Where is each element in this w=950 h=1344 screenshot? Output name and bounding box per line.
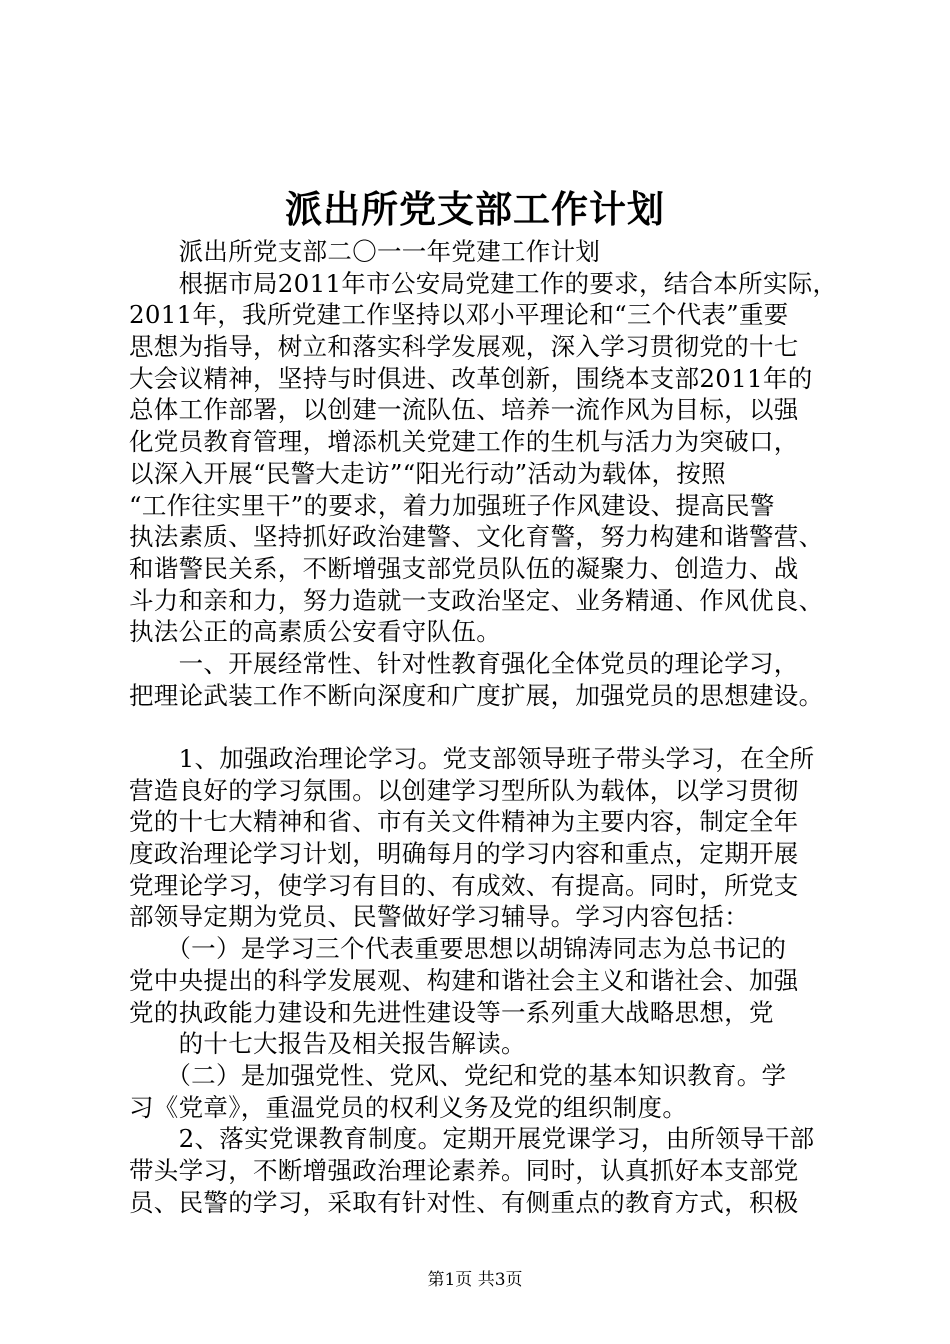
body-line: 派出所党支部二〇一一年党建工作计划 — [129, 237, 601, 266]
document-body — [129, 236, 849, 1218]
body-line: 2、落实党课教育制度。定期开展党课学习，由所领导干部 — [129, 1124, 815, 1154]
body-line: 党的执政能力建设和先进性建设等一系列重大战略思想，党 — [129, 997, 774, 1027]
body-line: 执法素质、坚持抓好政治建警、文化育警，努力构建和谐警营、 — [129, 522, 824, 552]
body-line: 把理论武装工作不断向深度和广度扩展，加强党员的思想建设。 — [129, 680, 824, 710]
body-line: 根据市局2011年市公安局党建工作的要求，结合本所实际， — [129, 268, 838, 298]
body-line: 化党员教育管理，增添机关党建工作的生机与活力为突破口， — [129, 427, 799, 457]
page-footer: 第1页 共3页 — [427, 1270, 523, 1290]
body-line: 大会议精神，坚持与时俱进、改革创新，围绕本支部2011年的 — [129, 363, 813, 393]
body-line: 以深入开展“民警大走访”“阳光行动”活动为载体，按照 — [129, 458, 726, 488]
body-line: 党中央提出的科学发展观、构建和谐社会主义和谐社会、加强 — [129, 965, 799, 995]
body-line: 度政治理论学习计划，明确每月的学习内容和重点，定期开展 — [129, 839, 799, 869]
body-line: 部领导定期为党员、民警做好学习辅导。学习内容包括： — [129, 902, 749, 932]
body-line: 习《党章》，重温党员的权利义务及党的组织制度。 — [129, 1092, 688, 1122]
body-line: （二）是加强党性、党风、党纪和党的基本知识教育。学 — [129, 1060, 787, 1090]
body-line: 执法公正的高素质公安看守队伍。 — [129, 617, 501, 647]
body-line: 党的十七大精神和省、市有关文件精神为主要内容，制定全年 — [129, 807, 799, 837]
body-line — [129, 711, 849, 743]
body-line: 思想为指导，树立和落实科学发展观，深入学习贯彻党的十七 — [129, 332, 799, 362]
body-line: 斗力和亲和力，努力造就一支政治坚定、业务精通、作风优良、 — [129, 585, 824, 615]
body-line: 和谐警民关系，不断增强支部党员队伍的凝聚力、创造力、战 — [129, 553, 799, 583]
document-title: 派出所党支部工作计划 — [285, 187, 665, 231]
body-line: 的十七大报告及相关报告解读。 — [129, 1029, 526, 1059]
body-line: 一、开展经常性、针对性教育强化全体党员的理论学习， — [129, 648, 799, 678]
body-line: “工作往实里干”的要求，着力加强班子作风建设、提高民警 — [129, 490, 775, 520]
body-line: 党理论学习，使学习有目的、有成效、有提高。同时，所党支 — [129, 870, 799, 900]
body-line: 员、民警的学习，采取有针对性、有侧重点的教育方式，积极 — [129, 1187, 799, 1217]
body-line: （一）是学习三个代表重要思想以胡锦涛同志为总书记的 — [129, 934, 787, 964]
body-line: 总体工作部署，以创建一流队伍、培养一流作风为目标，以强 — [129, 395, 799, 425]
body-line: 2011年，我所党建工作坚持以邓小平理论和“三个代表”重要 — [129, 300, 789, 330]
body-line: 带头学习，不断增强政治理论素养。同时，认真抓好本支部党 — [129, 1155, 799, 1185]
body-line: 1、加强政治理论学习。党支部领导班子带头学习，在全所 — [129, 744, 815, 773]
body-line: 营造良好的学习氛围。以创建学习型所队为载体，以学习贯彻 — [129, 775, 799, 805]
